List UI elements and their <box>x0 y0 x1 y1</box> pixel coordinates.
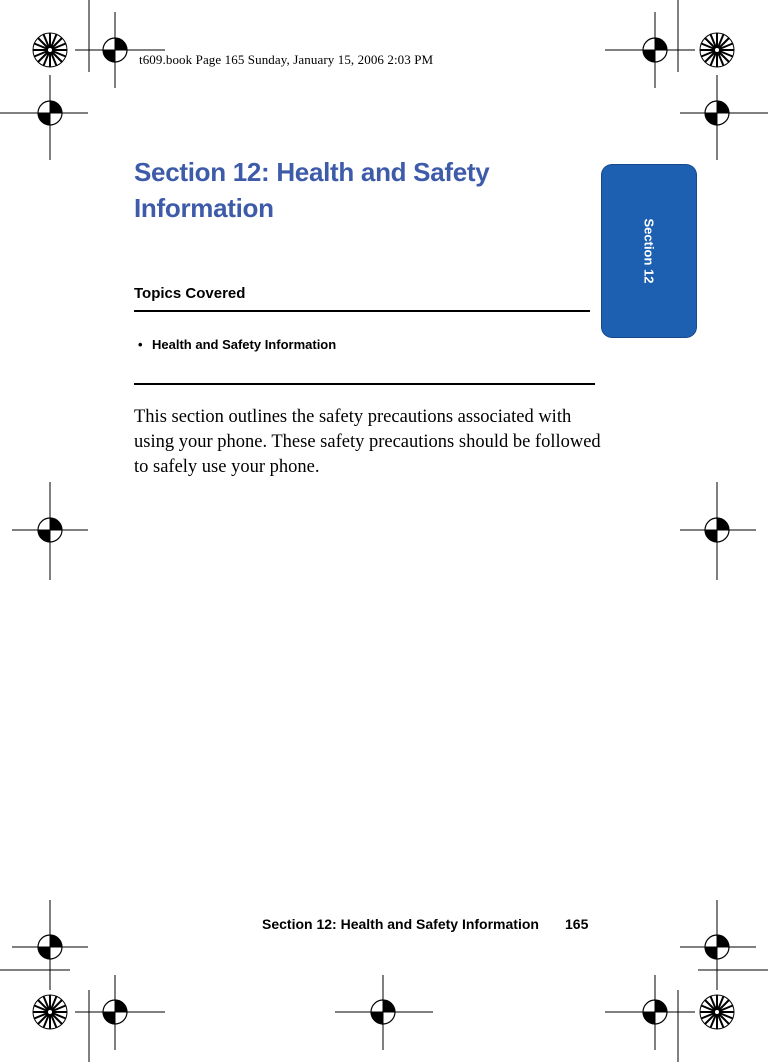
page-title: Section 12: Health and Safety Information <box>134 157 490 223</box>
bullet: • <box>138 337 143 352</box>
print-header: t609.book Page 165 Sunday, January 15, 2006 2:03 PM <box>139 52 434 67</box>
topics-heading: Topics Covered <box>134 285 246 302</box>
divider-bottom <box>134 383 595 385</box>
topic-list-item[interactable] <box>138 337 336 352</box>
footer-title: Section 12: Health and Safety Information <box>262 916 539 932</box>
page-number: 165 <box>565 916 589 932</box>
intro-paragraph: This section outlines the safety precautions associated with using your phone. These safety precautions should be followed to safely use your phone. <box>134 407 601 477</box>
divider-top <box>134 310 590 312</box>
topic-label: Health and Safety Information <box>152 337 337 352</box>
section-tab <box>602 165 696 337</box>
section-tab-label: Section 12 <box>641 218 657 284</box>
